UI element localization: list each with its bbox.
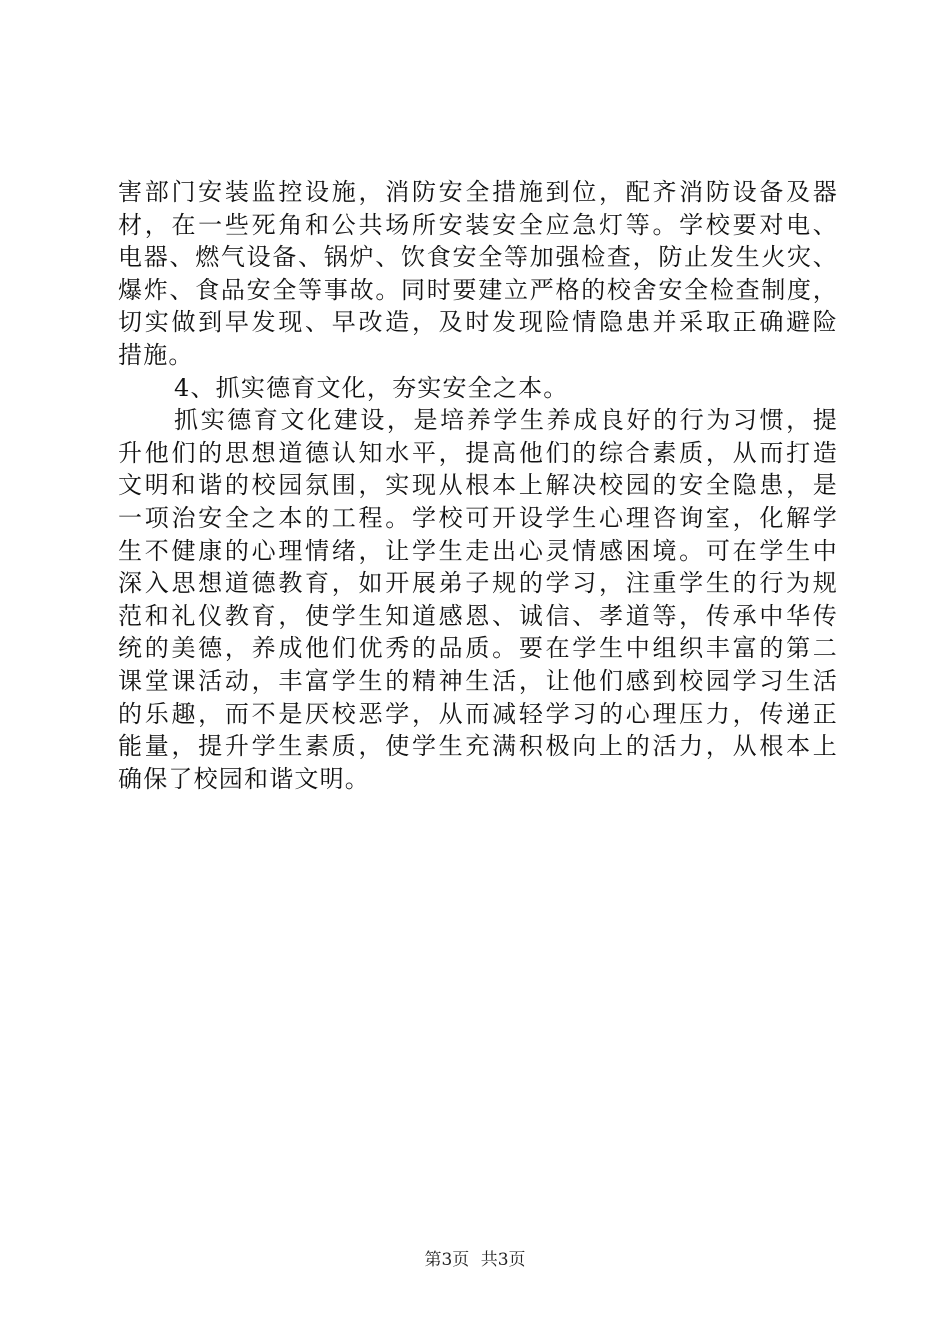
text-line: 升他们的思想道德认知水平，提高他们的综合素质，从而打造	[118, 438, 838, 467]
text-line: 统的美德，养成他们优秀的品质。要在学生中组织丰富的第二	[118, 634, 838, 663]
text-line: 切实做到早发现、早改造，及时发现险情隐患并采取正确避险	[118, 308, 838, 337]
text-line: 害部门安装监控设施，消防安全措施到位，配齐消防设备及器	[118, 178, 838, 206]
page-number: 第3页	[424, 1250, 470, 1270]
text-line: 材，在一些死角和公共场所安装安全应急灯等。学校要对电、	[118, 210, 838, 239]
text-line: 课堂课活动，丰富学生的精神生活，让他们感到校园学习生活	[118, 666, 838, 695]
text-line: 文明和谐的校园氛围，实现从根本上解决校园的安全隐患，是	[118, 471, 838, 500]
text-line: 能量，提升学生素质，使学生充满积极向上的活力，从根本上	[118, 732, 838, 761]
text-line: 确保了校园和谐文明。	[118, 764, 370, 793]
text-line: 抓实德育文化建设，是培养学生养成良好的行为习惯，提	[174, 406, 838, 435]
text-line: 爆炸、食品安全等事故。同时要建立严格的校舍安全检查制度，	[118, 275, 838, 304]
text-line: 范和礼仪教育，使学生知道感恩、诚信、孝道等，传承中华传	[118, 601, 838, 630]
text-line: 电器、燃气设备、锅炉、饮食安全等加强检查，防止发生火灾、	[118, 243, 838, 272]
body-text	[118, 176, 838, 795]
text-line: 深入思想道德教育，如开展弟子规的学习，注重学生的行为规	[118, 569, 838, 598]
text-line: 的乐趣，而不是厌校恶学，从而减轻学习的心理压力，传递正	[118, 699, 838, 728]
text-line: 一项治安全之本的工程。学校可开设学生心理咨询室，化解学	[118, 503, 838, 532]
text-line: 生不健康的心理情绪，让学生走出心灵情感困境。可在学生中	[118, 536, 838, 565]
text-line: 措施。	[118, 340, 194, 369]
page-total: 共3页	[480, 1250, 526, 1270]
page-footer	[0, 1245, 950, 1270]
section-heading: 4、抓实德育文化，夯实安全之本。	[174, 373, 569, 402]
